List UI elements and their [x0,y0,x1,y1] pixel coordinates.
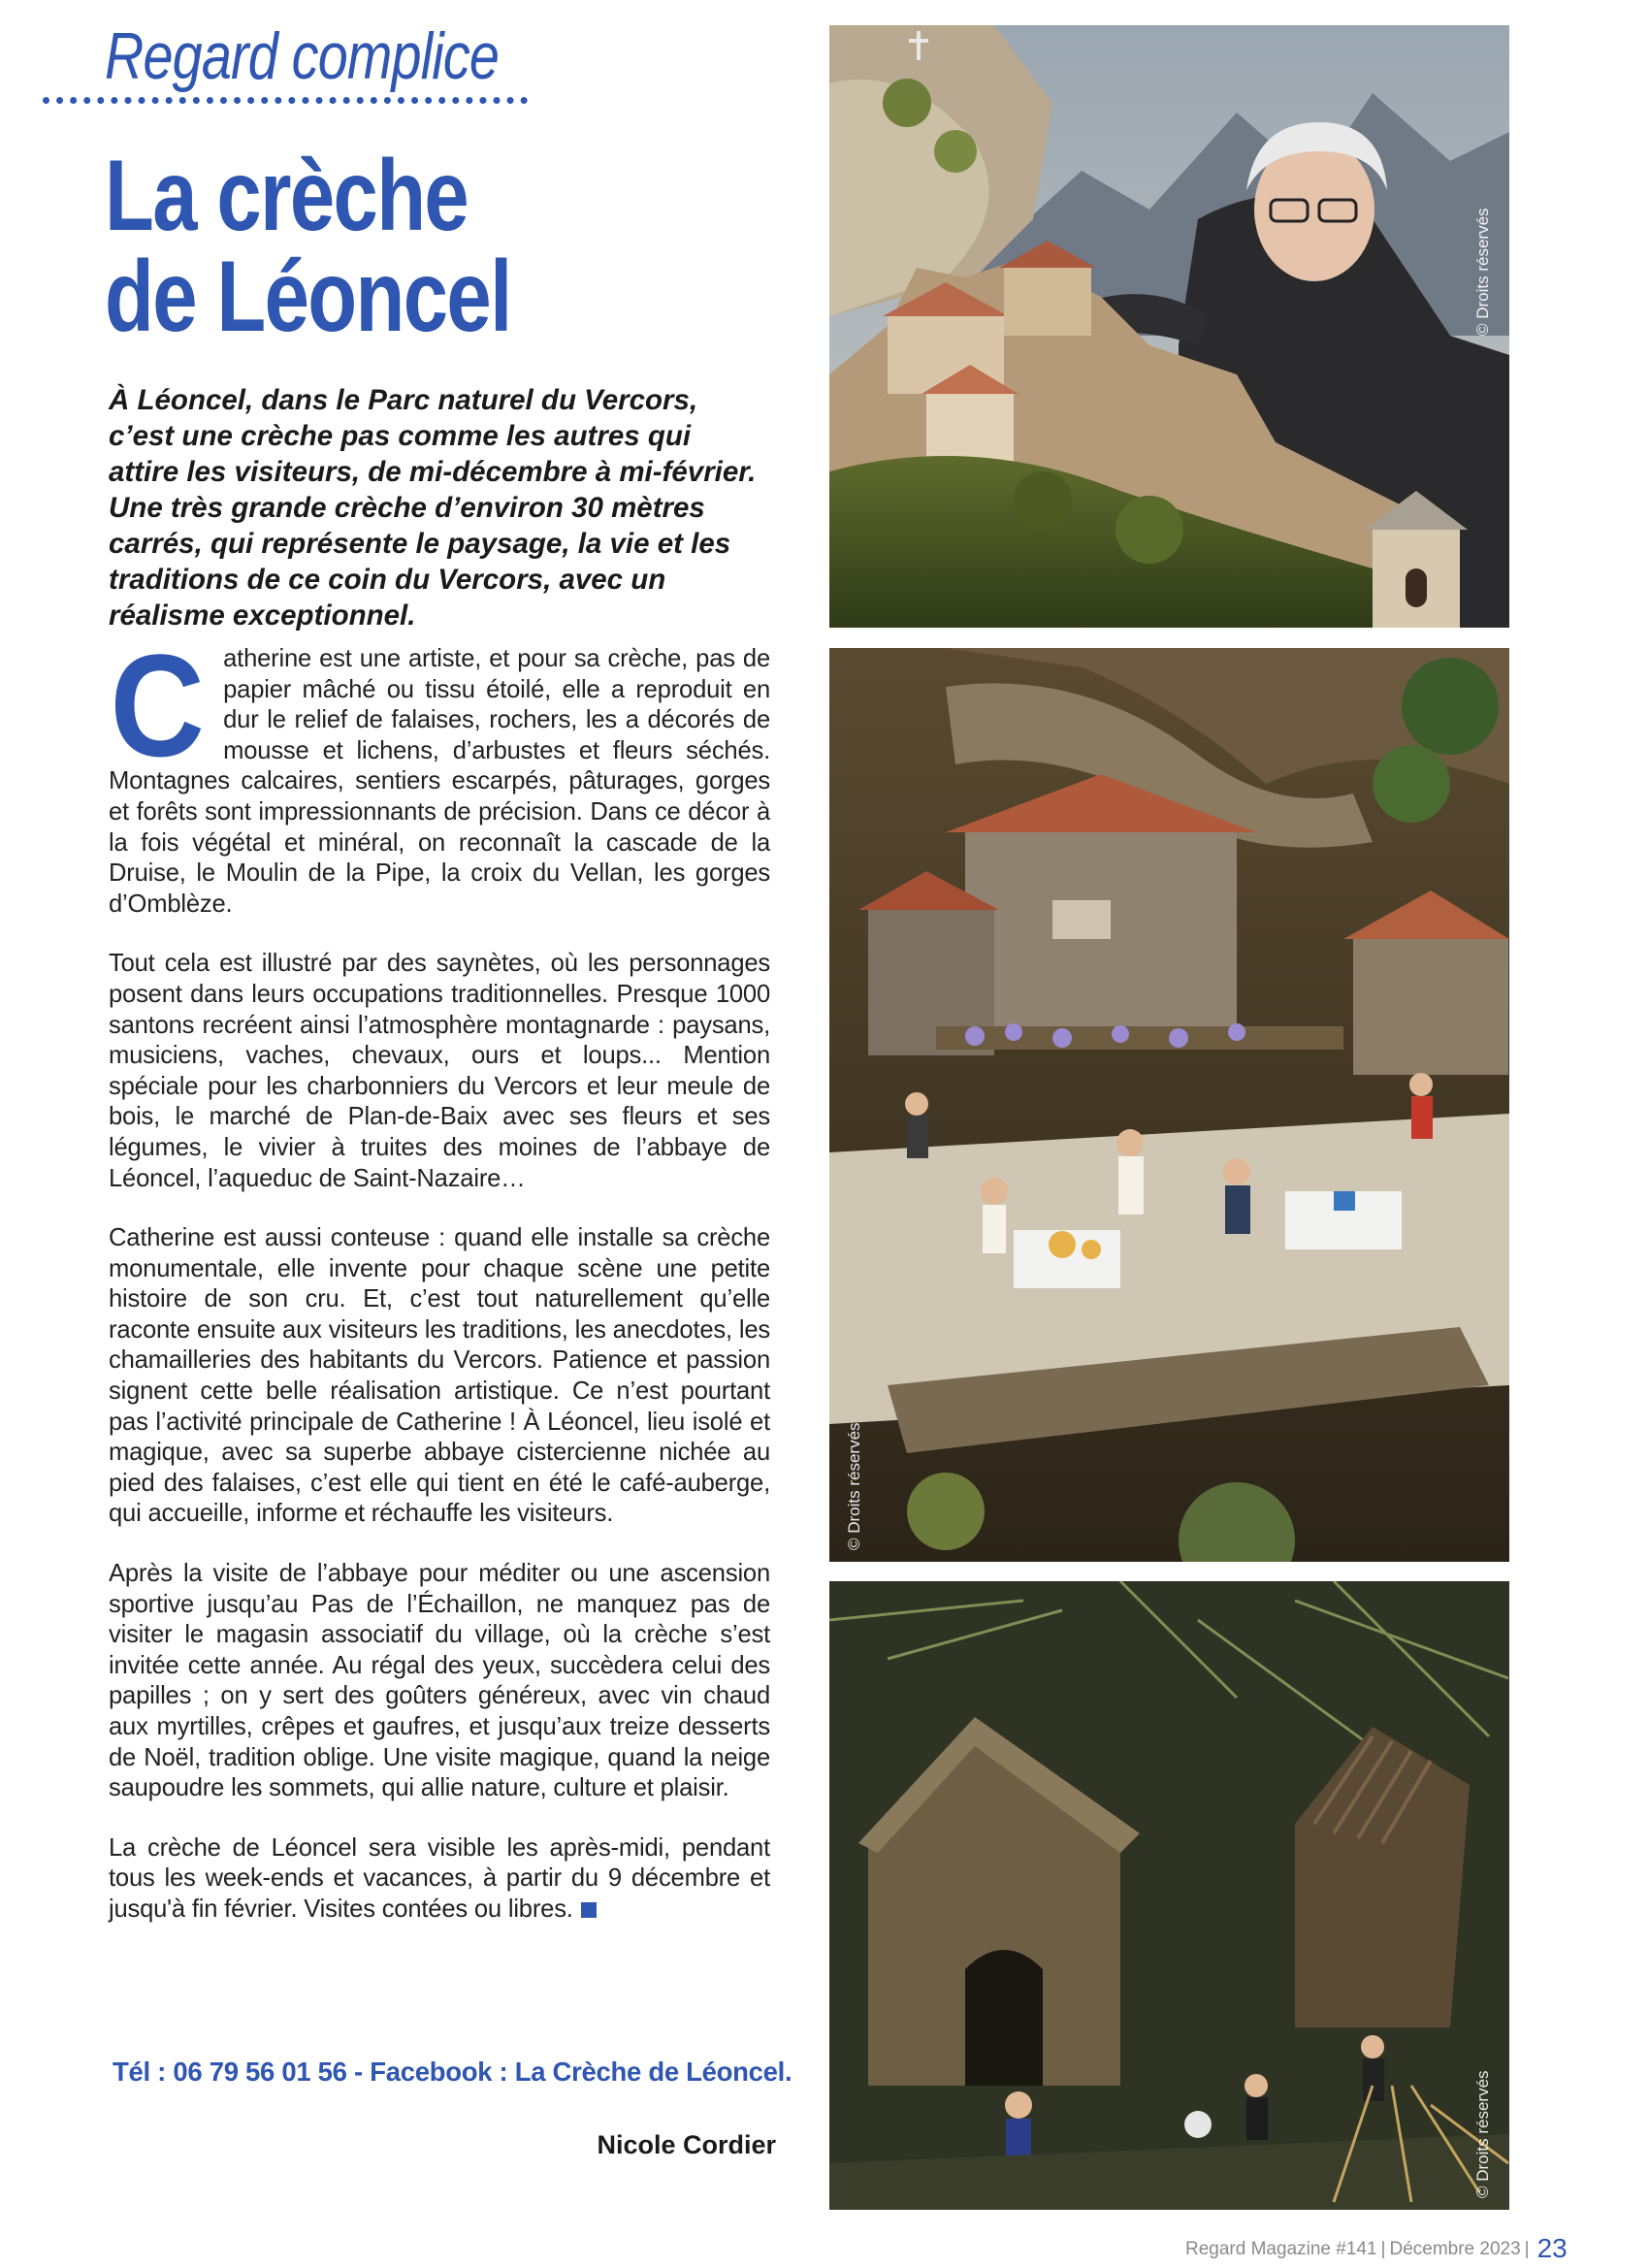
author-byline: Nicole Cordier [597,2130,776,2159]
article-headline [105,140,511,353]
page-number: 23 [1536,2233,1568,2263]
body-paragraph-2: Tout cela est illustré par des saynètes, où les personnages posent dans leurs occupations traditionnelles. Presque 1000 santons recréent ainsi l’atmosphère montagnarde : paysans, musiciens, vaches, chevaux, ours et loups... Mention spéciale pour les charbonniers du Vercors et leur meule de bois, le marché de Plan-de-Baix avec ses fleurs et ses légumes, le vivier à truites des moines de l’abbaye de Léoncel, l’aqueduc de Saint-Nazaire… [109,950,770,1192]
photo-credit: © Droits réservés [845,1422,863,1550]
photo-woman-illustration [829,25,1509,628]
contact-line: Tél : 06 79 56 01 56 - Facebook : La Crèche de Léoncel. [113,2057,792,2087]
dotted-rule [43,97,528,110]
article-body [109,624,770,1955]
paragraph-text: atherine est une artiste, et pour sa crèche, pas de papier mâché ou tissu étoilé, elle a reproduit en dur le relief de falaises, rochers, les a décorés de mousse et lichens, d’arbustes et fleurs séchés. Montagnes calcaires, sentiers escarpés, pâturages, gorges et forêts sont impressionnants de précision. Dans ce décor à la fois végétal et minéral, on reconnaît la cascade de la Druise, le Moulin de la Pipe, la croix du Vellan, les gorges d’Omblèze. [109,645,770,918]
body-paragraph-1 [109,624,770,920]
footer-magazine: Regard Magazine #141 [1185,2239,1377,2259]
paragraph-text: La crèche de Léoncel sera visible les après-midi, pendant tous les week-ends et vacances, à partir du 9 décembre et jusqu'à fin février. Visites contées ou libres. [109,1833,770,1923]
end-of-article-mark [581,1902,597,1918]
body-paragraph-4: Après la visite de l’abbaye pour méditer ou une ascension sportive jusqu’au Pas de l’Échaillon, ne manquez pas de visiter le magasin associatif du village, où la crèche s’est invitée cette année. Au régal des yeux, succèdera celui des papilles ; on y sert des goûters généreux, avec vin chaud aux myrtilles, crêpes et gaufres, et jusqu’aux treize desserts de Noël, tradition oblige. Une visite magique, quand la neige saupoudre les sommets, qui allie nature, culture et plaisir. [109,1560,770,1802]
page-footer [1185,2233,1568,2264]
photo-credit: © Droits réservés [1473,2070,1492,2198]
photo-charcoal-huts-scene [829,1581,1509,2210]
drop-cap: C [110,624,205,787]
footer-date: Décembre 2023 [1389,2239,1521,2259]
photo-terrace-illustration [829,648,1509,1562]
footer-separator: | [1380,2239,1386,2259]
headline-line-2: de Léoncel [105,241,511,353]
body-paragraph-3: Catherine est aussi conteuse : quand elle installe sa crèche monumentale, elle invente pour chaque scène une petite histoire de son cru. Et, c’est tout naturellement qu’elle raconte ensuite aux visiteurs les traditions, les anecdotes, les chamailleries des habitants du Vercors. Patience et passion signent cette belle réalisation artistique. Ce n’est pourtant pas l’activité principale de Catherine ! À Léoncel, lieu isolé et magique, avec sa superbe abbaye cistercienne nichée au pied des falaises, c’est elle qui tient en été le café-auberge, qui accueille, informe et réchauffe les visiteurs. [109,1224,770,1528]
section-kicker: Regard complice [105,19,500,93]
headline-line-1: La crèche [105,140,469,252]
photo-credit: © Droits réservés [1473,208,1492,336]
page-margin [0,0,39,2268]
photo-village-terrace-scene [829,648,1509,1562]
body-paragraph-5 [109,1833,770,1926]
article-lead: À Léoncel, dans le Parc naturel du Vercors, c’est une crèche pas comme les autres qui attire les visiteurs, de mi-décembre à mi-février. Une très grande crèche d’environ 30 mètres carrés, qui représente le paysage, la vie et les traditions de ce coin du Vercors, avec un réalisme exceptionnel. [109,384,757,632]
photo-huts-illustration [829,1581,1509,2210]
footer-separator: | [1524,2239,1530,2259]
photo-woman-with-creche [829,25,1509,628]
